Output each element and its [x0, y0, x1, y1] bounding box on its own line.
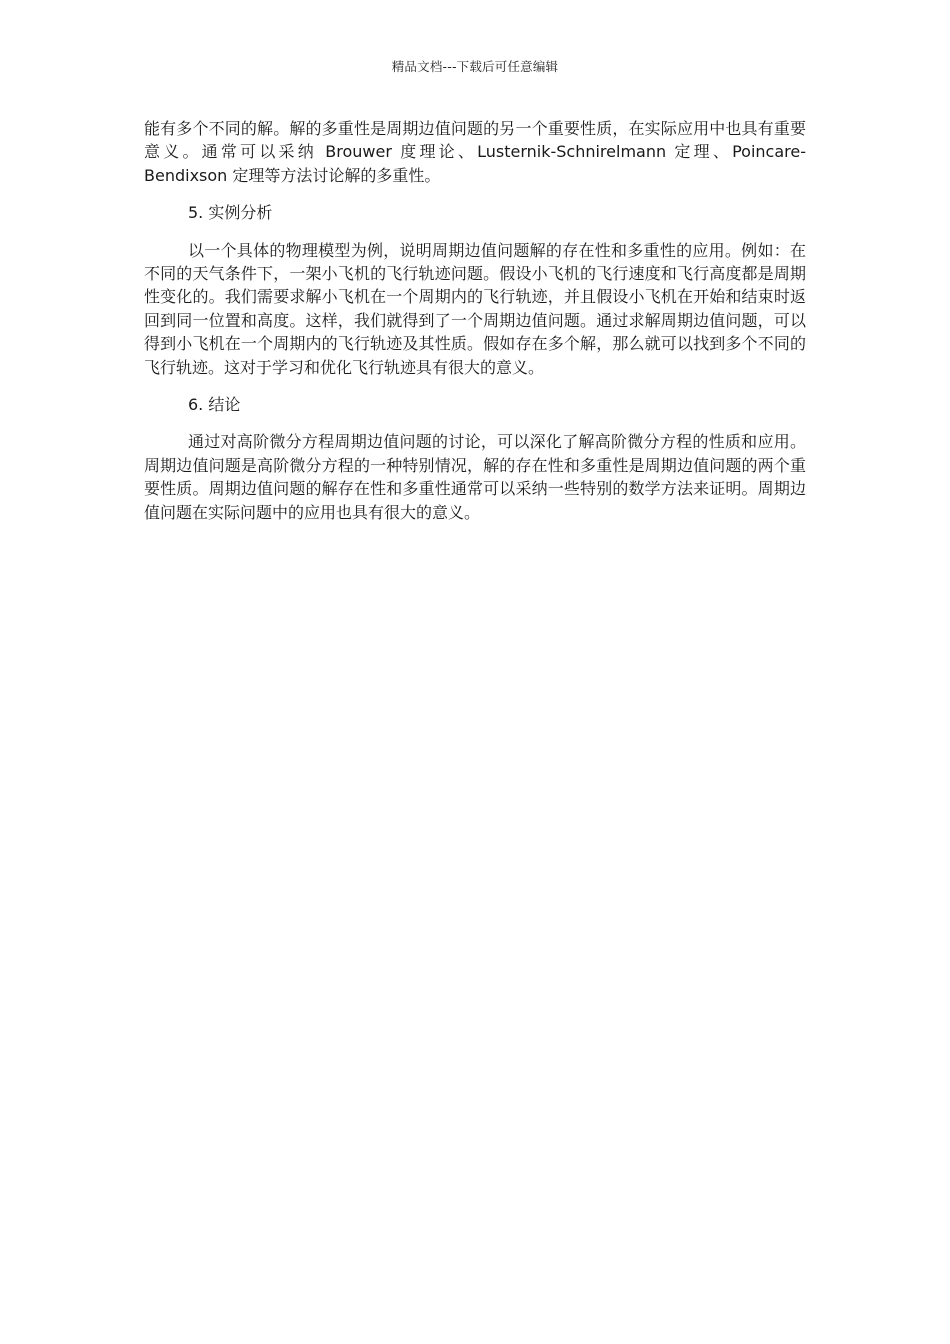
paragraph-example: 以一个具体的物理模型为例，说明周期边值问题解的存在性和多重性的应用。例如：在不同的天气条件下，一架小飞机的飞行轨迹问题。假设小飞机的飞行速度和飞行高度都是周期性变化的。我们需要求解小飞机在一个周期内的飞行轨迹，并且假设小飞机在开始和结束时返回到同一位置和高度。这样，我们就得到了一个周期边值问题。通过求解周期边值问题，可以得到小飞机在一个周期内的飞行轨迹及其性质。假如存在多个解，那么就可以找到多个不同的飞行轨迹。这对于学习和优化飞行轨迹具有很大的意义。: [144, 240, 806, 377]
paragraph-multiplicity: 能有多个不同的解。解的多重性是周期边值问题的另一个重要性质，在实际应用中也具有重要意义。通常可以采纳 Brouwer 度理论、Lusternik-Schnirelmann 定理、Poincare-Bendixson 定理等方法讨论解的多重性。: [144, 119, 806, 185]
document-body: [144, 117, 806, 538]
section-heading-6: 6. 结论: [188, 395, 241, 415]
section-heading-5: 5. 实例分析: [188, 203, 273, 223]
page-header: 精品文档---下载后可任意编辑: [391, 59, 559, 74]
paragraph-conclusion: 通过对高阶微分方程周期边值问题的讨论，可以深化了解高阶微分方程的性质和应用。周期边值问题是高阶微分方程的一种特别情况，解的存在性和多重性是周期边值问题的两个重要性质。周期边值问题的解存在性和多重性通常可以采纳一些特别的数学方法来证明。周期边值问题在实际问题中的应用也具有很大的意义。: [144, 432, 806, 522]
